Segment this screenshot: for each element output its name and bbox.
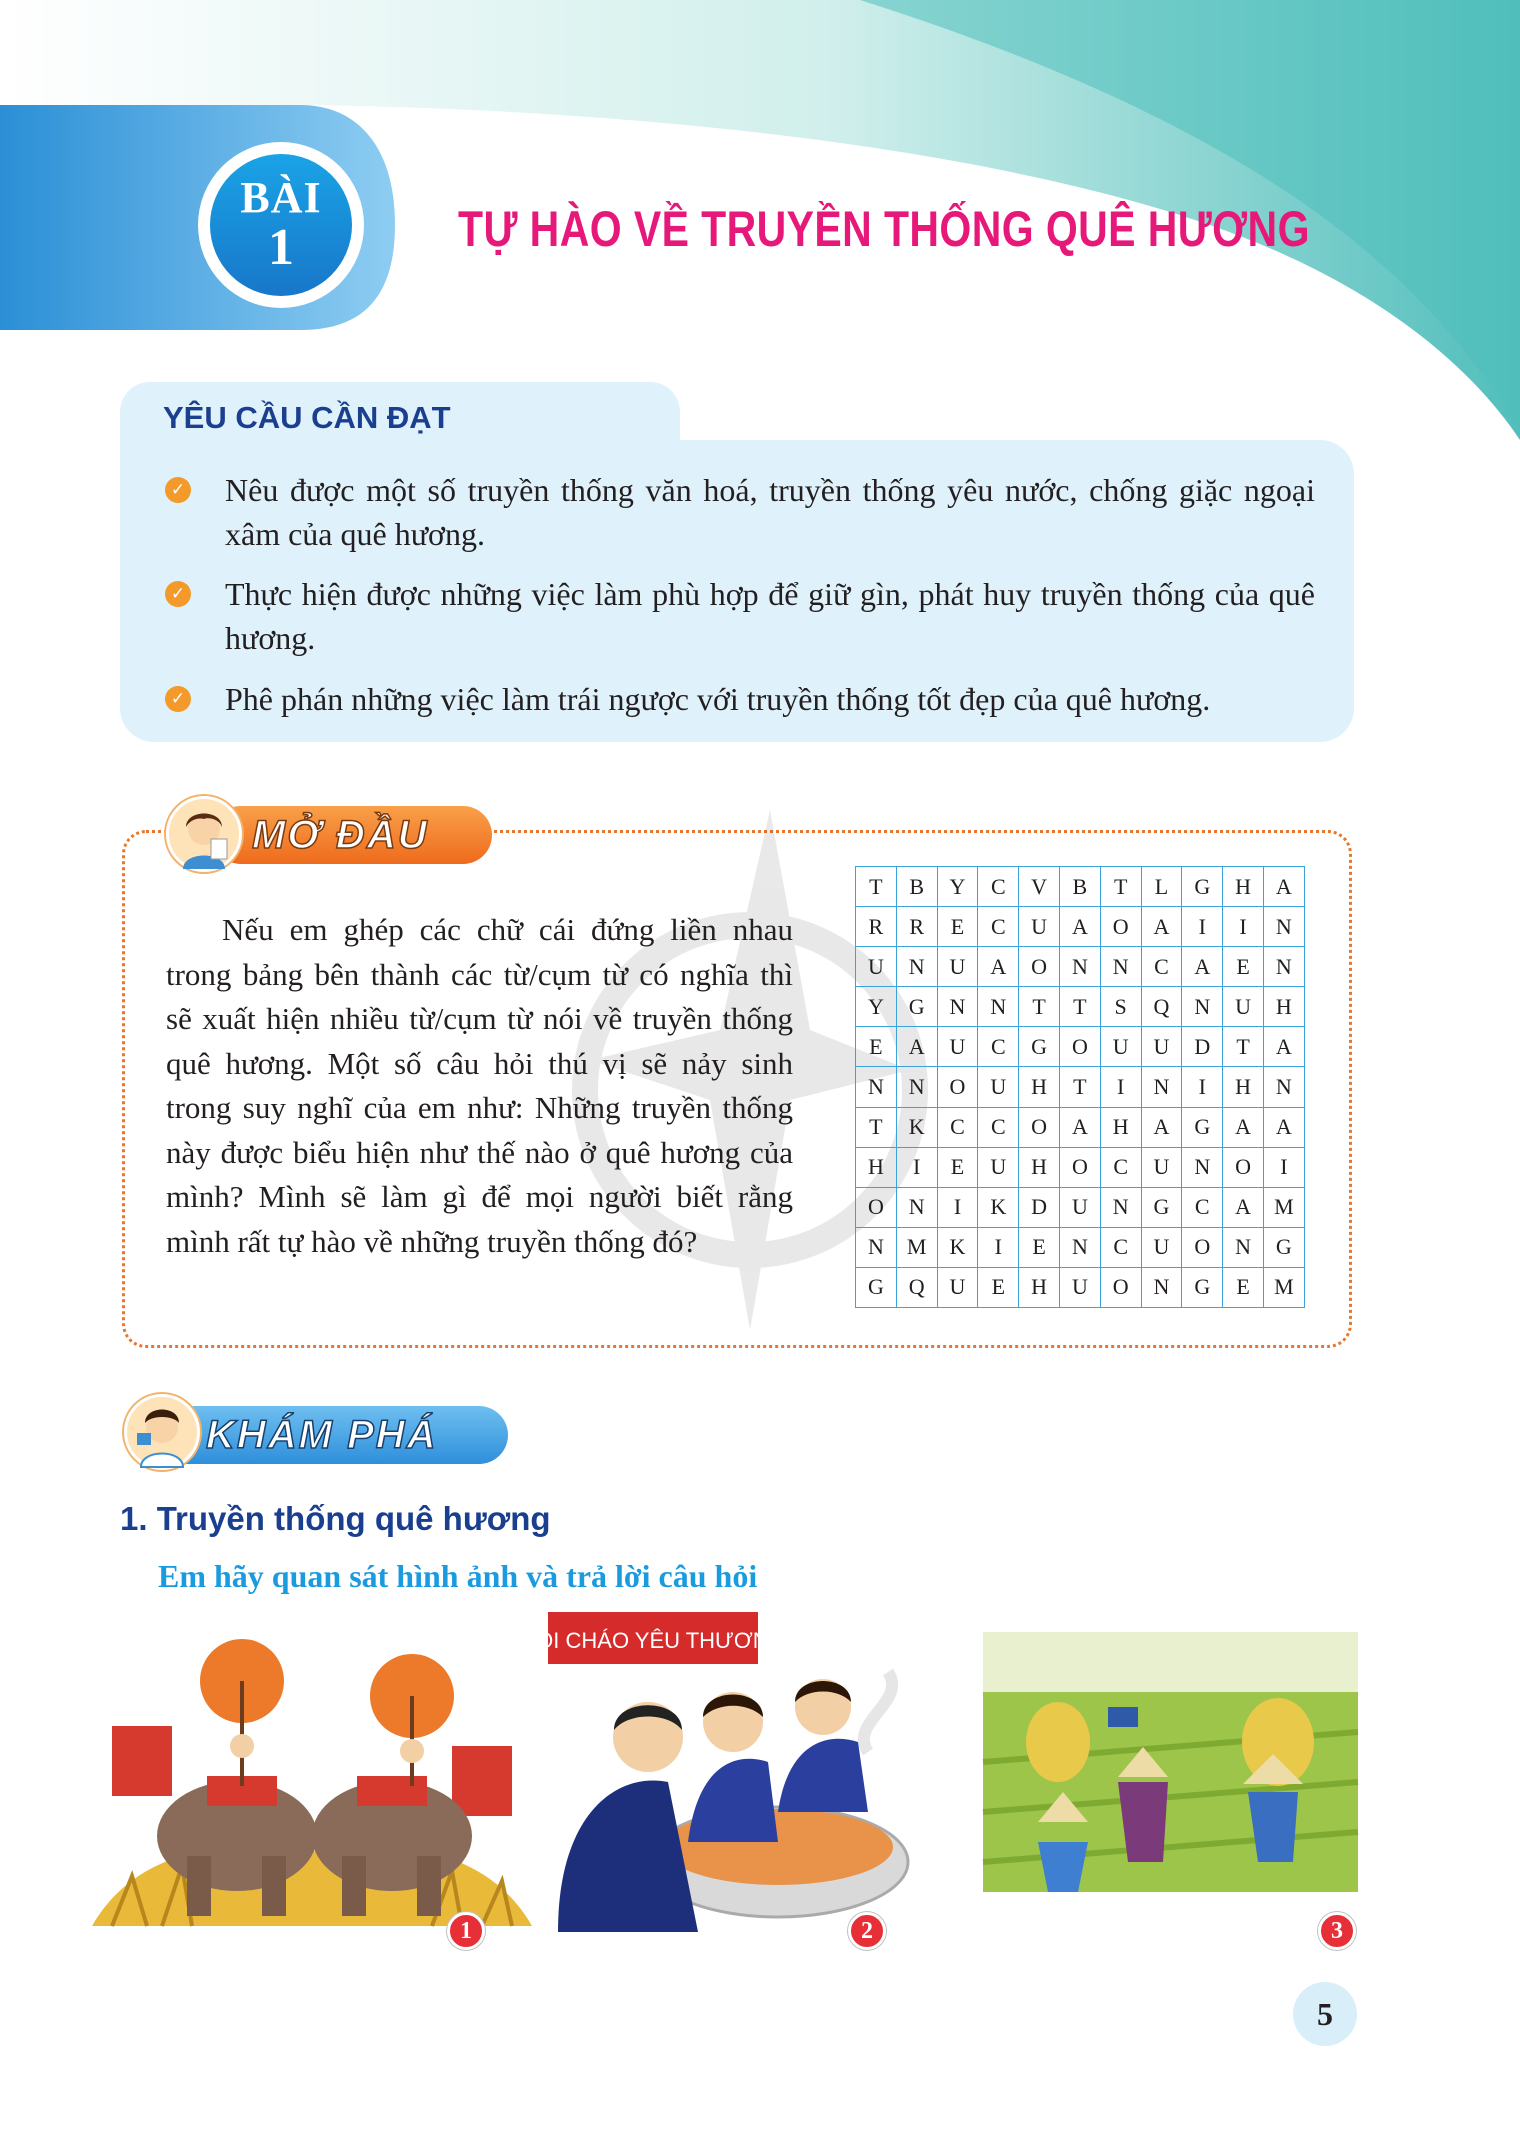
grid-cell: T <box>1059 1067 1100 1107</box>
grid-cell: A <box>1223 1107 1264 1147</box>
grid-cell: N <box>1182 1147 1223 1187</box>
grid-cell: A <box>1223 1187 1264 1227</box>
grid-cell: U <box>1141 1027 1182 1067</box>
picture-number-2: 2 <box>848 1912 886 1950</box>
grid-cell: N <box>978 987 1019 1027</box>
grid-cell: H <box>1019 1147 1060 1187</box>
grid-cell: C <box>978 1027 1019 1067</box>
grid-cell: E <box>1223 947 1264 987</box>
picture-number-1: 1 <box>447 1912 485 1950</box>
grid-cell: D <box>1019 1187 1060 1227</box>
grid-cell: C <box>937 1107 978 1147</box>
lesson-badge-word: BÀI <box>240 173 322 222</box>
grid-cell: A <box>1263 1027 1304 1067</box>
grid-cell: H <box>1019 1267 1060 1307</box>
grid-row <box>856 947 1305 987</box>
grid-cell: O <box>1223 1147 1264 1187</box>
student-avatar-icon <box>166 796 242 872</box>
grid-cell: N <box>1100 1187 1141 1227</box>
grid-cell: C <box>1100 1227 1141 1267</box>
grid-cell: A <box>1141 1107 1182 1147</box>
grid-cell: E <box>1223 1267 1264 1307</box>
grid-cell: O <box>1100 907 1141 947</box>
grid-cell: B <box>896 867 937 907</box>
grid-cell: U <box>1141 1147 1182 1187</box>
grid-cell: Y <box>856 987 897 1027</box>
grid-cell: O <box>1019 1107 1060 1147</box>
grid-cell: H <box>1100 1107 1141 1147</box>
grid-cell: N <box>1263 947 1304 987</box>
grid-row <box>856 1147 1305 1187</box>
grid-cell: M <box>1263 1267 1304 1307</box>
grid-cell: N <box>1223 1227 1264 1267</box>
grid-cell: C <box>978 907 1019 947</box>
grid-cell: O <box>1059 1027 1100 1067</box>
grid-cell: I <box>1100 1067 1141 1107</box>
grid-cell: E <box>937 1147 978 1187</box>
grid-cell: I <box>978 1227 1019 1267</box>
grid-cell: G <box>896 987 937 1027</box>
grid-cell: H <box>856 1147 897 1187</box>
grid-cell: A <box>1263 1107 1304 1147</box>
grid-cell: N <box>896 1187 937 1227</box>
requirement-item <box>165 677 1315 721</box>
grid-cell: I <box>896 1147 937 1187</box>
page-number: 5 <box>1293 1982 1357 2046</box>
grid-cell: A <box>1059 907 1100 947</box>
grid-cell: U <box>937 1267 978 1307</box>
grid-row <box>856 987 1305 1027</box>
grid-cell: I <box>1182 907 1223 947</box>
grid-cell: G <box>856 1267 897 1307</box>
grid-cell: E <box>937 907 978 947</box>
grid-cell: G <box>1182 1267 1223 1307</box>
elephant-festival-illustration <box>92 1636 532 1936</box>
grid-cell: I <box>1182 1067 1223 1107</box>
mo-dau-label: MỞ ĐẦU <box>252 813 429 857</box>
grid-cell: U <box>1223 987 1264 1027</box>
grid-row <box>856 907 1305 947</box>
grid-cell: T <box>1223 1027 1264 1067</box>
grid-cell: N <box>937 987 978 1027</box>
grid-cell: U <box>978 1147 1019 1187</box>
grid-cell: D <box>1182 1027 1223 1067</box>
grid-cell: U <box>937 947 978 987</box>
requirement-item <box>165 572 1315 660</box>
grid-cell: A <box>1059 1107 1100 1147</box>
grid-cell: N <box>1059 947 1100 987</box>
word-search-grid <box>855 866 1305 1308</box>
grid-cell: O <box>937 1067 978 1107</box>
requirement-item <box>165 468 1315 556</box>
grid-cell: I <box>937 1187 978 1227</box>
grid-cell: V <box>1019 867 1060 907</box>
grid-cell: K <box>978 1187 1019 1227</box>
grid-cell: Q <box>1141 987 1182 1027</box>
lesson-title: TỰ HÀO VỀ TRUYỀN THỐNG QUÊ HƯƠNG <box>458 201 1310 257</box>
grid-cell: O <box>1182 1227 1223 1267</box>
grid-cell: L <box>1141 867 1182 907</box>
grid-row <box>856 1187 1305 1227</box>
check-icon: ✓ <box>165 477 191 503</box>
grid-cell: T <box>856 1107 897 1147</box>
check-icon: ✓ <box>165 581 191 607</box>
grid-cell: G <box>1019 1027 1060 1067</box>
porridge-sign-text: NỒI CHÁO YÊU THƯƠNG <box>520 1628 786 1653</box>
grid-cell: A <box>1263 867 1304 907</box>
grid-cell: N <box>896 947 937 987</box>
grid-cell: U <box>978 1067 1019 1107</box>
mo-dau-paragraph: Nếu em ghép các chữ cái đứng liền nhau trong bảng bên thành các từ/cụm từ có nghĩa thì sẽ xuất hiện nhiều từ/cụm từ nói về truyền thống quê hương. Một số câu hỏi thú vị sẽ nảy sinh trong suy nghĩ của em như: Những truyền thống này được biểu hiện như thế nào ở quê hương của mình? Mình sẽ làm gì để mọi người biết rằng mình rất tự hào về những truyền thống đó? <box>166 912 793 1259</box>
grid-cell: O <box>856 1187 897 1227</box>
section-title: 1. Truyền thống quê hương <box>120 1500 551 1537</box>
grid-cell: U <box>937 1027 978 1067</box>
grid-row <box>856 1067 1305 1107</box>
grid-cell: N <box>1263 907 1304 947</box>
requirement-text: Nêu được một số truyền thống văn hoá, truyền thống yêu nước, chống giặc ngoại xâm của quê hương. <box>225 472 1315 552</box>
grid-cell: U <box>1059 1267 1100 1307</box>
check-icon: ✓ <box>165 686 191 712</box>
grid-cell: C <box>978 867 1019 907</box>
grid-cell: R <box>856 907 897 947</box>
grid-cell: N <box>1263 1067 1304 1107</box>
grid-cell: I <box>1263 1147 1304 1187</box>
grid-cell: C <box>1141 947 1182 987</box>
grid-cell: G <box>1263 1227 1304 1267</box>
grid-cell: H <box>1263 987 1304 1027</box>
grid-cell: C <box>1182 1187 1223 1227</box>
grid-cell: O <box>1100 1267 1141 1307</box>
grid-cell: C <box>978 1107 1019 1147</box>
grid-cell: U <box>1019 907 1060 947</box>
grid-cell: N <box>1141 1267 1182 1307</box>
grid-cell: M <box>1263 1187 1304 1227</box>
grid-cell: N <box>1182 987 1223 1027</box>
section-instruction: Em hãy quan sát hình ảnh và trả lời câu hỏi <box>158 1558 758 1594</box>
grid-cell: K <box>937 1227 978 1267</box>
grid-cell: G <box>1141 1187 1182 1227</box>
grid-cell: O <box>1019 947 1060 987</box>
grid-cell: S <box>1100 987 1141 1027</box>
grid-cell: A <box>896 1027 937 1067</box>
picture-number-3: 3 <box>1318 1912 1356 1950</box>
grid-cell: U <box>1141 1227 1182 1267</box>
rice-harvest-illustration <box>978 1612 1363 1922</box>
grid-cell: I <box>1223 907 1264 947</box>
charity-porridge-illustration <box>520 1612 928 1932</box>
requirement-text: Phê phán những việc làm trái ngược với truyền thống tốt đẹp của quê hương. <box>225 681 1211 717</box>
grid-cell: R <box>896 907 937 947</box>
grid-cell: T <box>1059 987 1100 1027</box>
grid-row <box>856 1267 1305 1307</box>
grid-cell: T <box>1019 987 1060 1027</box>
grid-cell: N <box>856 1227 897 1267</box>
grid-cell: N <box>1100 947 1141 987</box>
kham-pha-label: KHÁM PHÁ <box>206 1413 438 1457</box>
grid-cell: Q <box>896 1267 937 1307</box>
grid-cell: A <box>1141 907 1182 947</box>
grid-cell: G <box>1182 1107 1223 1147</box>
grid-cell: Y <box>937 867 978 907</box>
grid-cell: M <box>896 1227 937 1267</box>
grid-cell: H <box>1223 1067 1264 1107</box>
grid-cell: N <box>896 1067 937 1107</box>
grid-row <box>856 1227 1305 1267</box>
grid-cell: C <box>1100 1147 1141 1187</box>
requirement-text: Thực hiện được những việc làm phù hợp để giữ gìn, phát huy truyền thống của quê hương. <box>225 576 1315 656</box>
grid-cell: U <box>1100 1027 1141 1067</box>
grid-cell: E <box>1019 1227 1060 1267</box>
grid-cell: O <box>1059 1147 1100 1187</box>
requirements-heading: YÊU CẦU CẦN ĐẠT <box>163 400 451 435</box>
grid-row <box>856 1027 1305 1067</box>
grid-row <box>856 867 1305 907</box>
lesson-badge-number: 1 <box>268 219 294 276</box>
grid-cell: U <box>856 947 897 987</box>
student-boy-avatar-icon <box>124 1394 200 1470</box>
grid-cell: T <box>1100 867 1141 907</box>
grid-cell: N <box>1059 1227 1100 1267</box>
grid-cell: H <box>1223 867 1264 907</box>
grid-cell: H <box>1019 1067 1060 1107</box>
grid-cell: B <box>1059 867 1100 907</box>
grid-cell: T <box>856 867 897 907</box>
lesson-badge-inner <box>210 154 352 296</box>
grid-cell: E <box>856 1027 897 1067</box>
grid-cell: E <box>978 1267 1019 1307</box>
grid-cell: U <box>1059 1187 1100 1227</box>
grid-cell: A <box>1182 947 1223 987</box>
grid-cell: G <box>1182 867 1223 907</box>
grid-row <box>856 1107 1305 1147</box>
grid-cell: N <box>856 1067 897 1107</box>
grid-cell: A <box>978 947 1019 987</box>
grid-cell: K <box>896 1107 937 1147</box>
grid-cell: N <box>1141 1067 1182 1107</box>
